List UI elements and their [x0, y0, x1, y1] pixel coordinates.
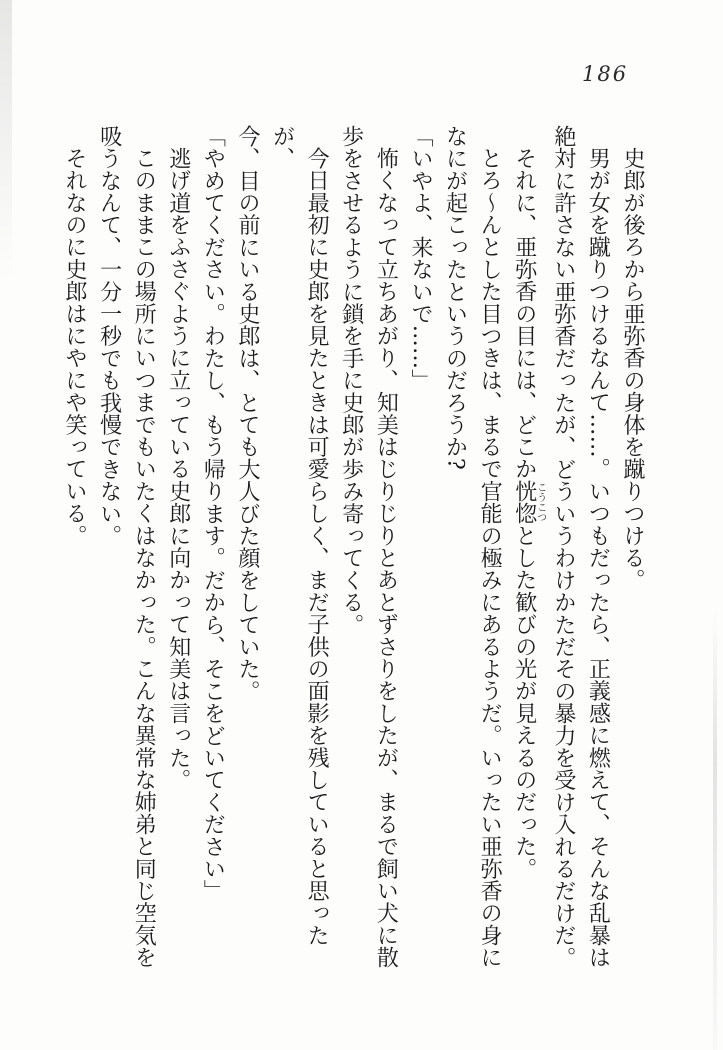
text-line-5: とろ〜んとした目つきは、まるで官能の極みにあるようだ。いったい亜弥香の身に [477, 147, 503, 969]
text-line-14: このままこの場所にいつまでもいたくはなかった。こんな異常な姉弟と同じ空気を [131, 147, 157, 969]
scan-artifact-right [713, 610, 717, 1050]
text-line-11: 今、目の前にいる史郎は、とても大人びた顔をしていた。 [234, 125, 260, 703]
furigana-ruby [511, 480, 546, 525]
text-line-13: 逃げ道をふさぐように立っている史郎に向かって知美は言った。 [165, 147, 191, 791]
text-line-6: なにが起こったというのだろうか? [442, 125, 468, 470]
scan-artifact-left [0, 0, 12, 280]
page-number: 186 [582, 62, 629, 86]
ruby-annotation: こうこつ [534, 480, 546, 525]
text-line-9: 歩をさせるように鎖を手に史郎が歩み寄ってくる。 [338, 125, 364, 636]
text-line-2: 男が女を蹴りつけるなんて……。いつもだったら、正義感に燃えて、そんな乱暴は [585, 147, 611, 969]
text-line-4 [506, 125, 545, 987]
text-line-16: それなのに史郎はにやにや笑っている。 [62, 147, 87, 547]
text-line-10: 今日最初に史郎を見たときは可愛らしく、まだ子供の面影を残していると思ったが、 [269, 125, 330, 947]
text-line-15: 吸うなんて、一分一秒でも我慢できない。 [96, 125, 122, 547]
text-line-7: 「いやよ、来ないで……」 [407, 125, 433, 392]
text-line-8: 怖くなって立ちあがり、知美はじりじりとあとずさりをしたが、まるで飼い犬に散 [373, 147, 399, 969]
body-text [62, 125, 649, 987]
text-line-12: 「やめてください。わたし、もう帰ります。だから、そこをどいてください」 [200, 125, 226, 902]
text-line-3: 絶対に許さない亜弥香だったが、どういうわけかただその暴力を受け入れるだけだ。 [550, 125, 576, 969]
text-line-4-post: とした歓びの光が見えるのだった。 [511, 524, 537, 880]
ruby-base: 恍惚 [511, 480, 537, 525]
text-line-1: 史郎が後ろから亜弥香の身体を蹴りつける。 [620, 147, 645, 591]
text-line-4-pre: それに、亜弥香の目には、どこか [511, 147, 537, 480]
